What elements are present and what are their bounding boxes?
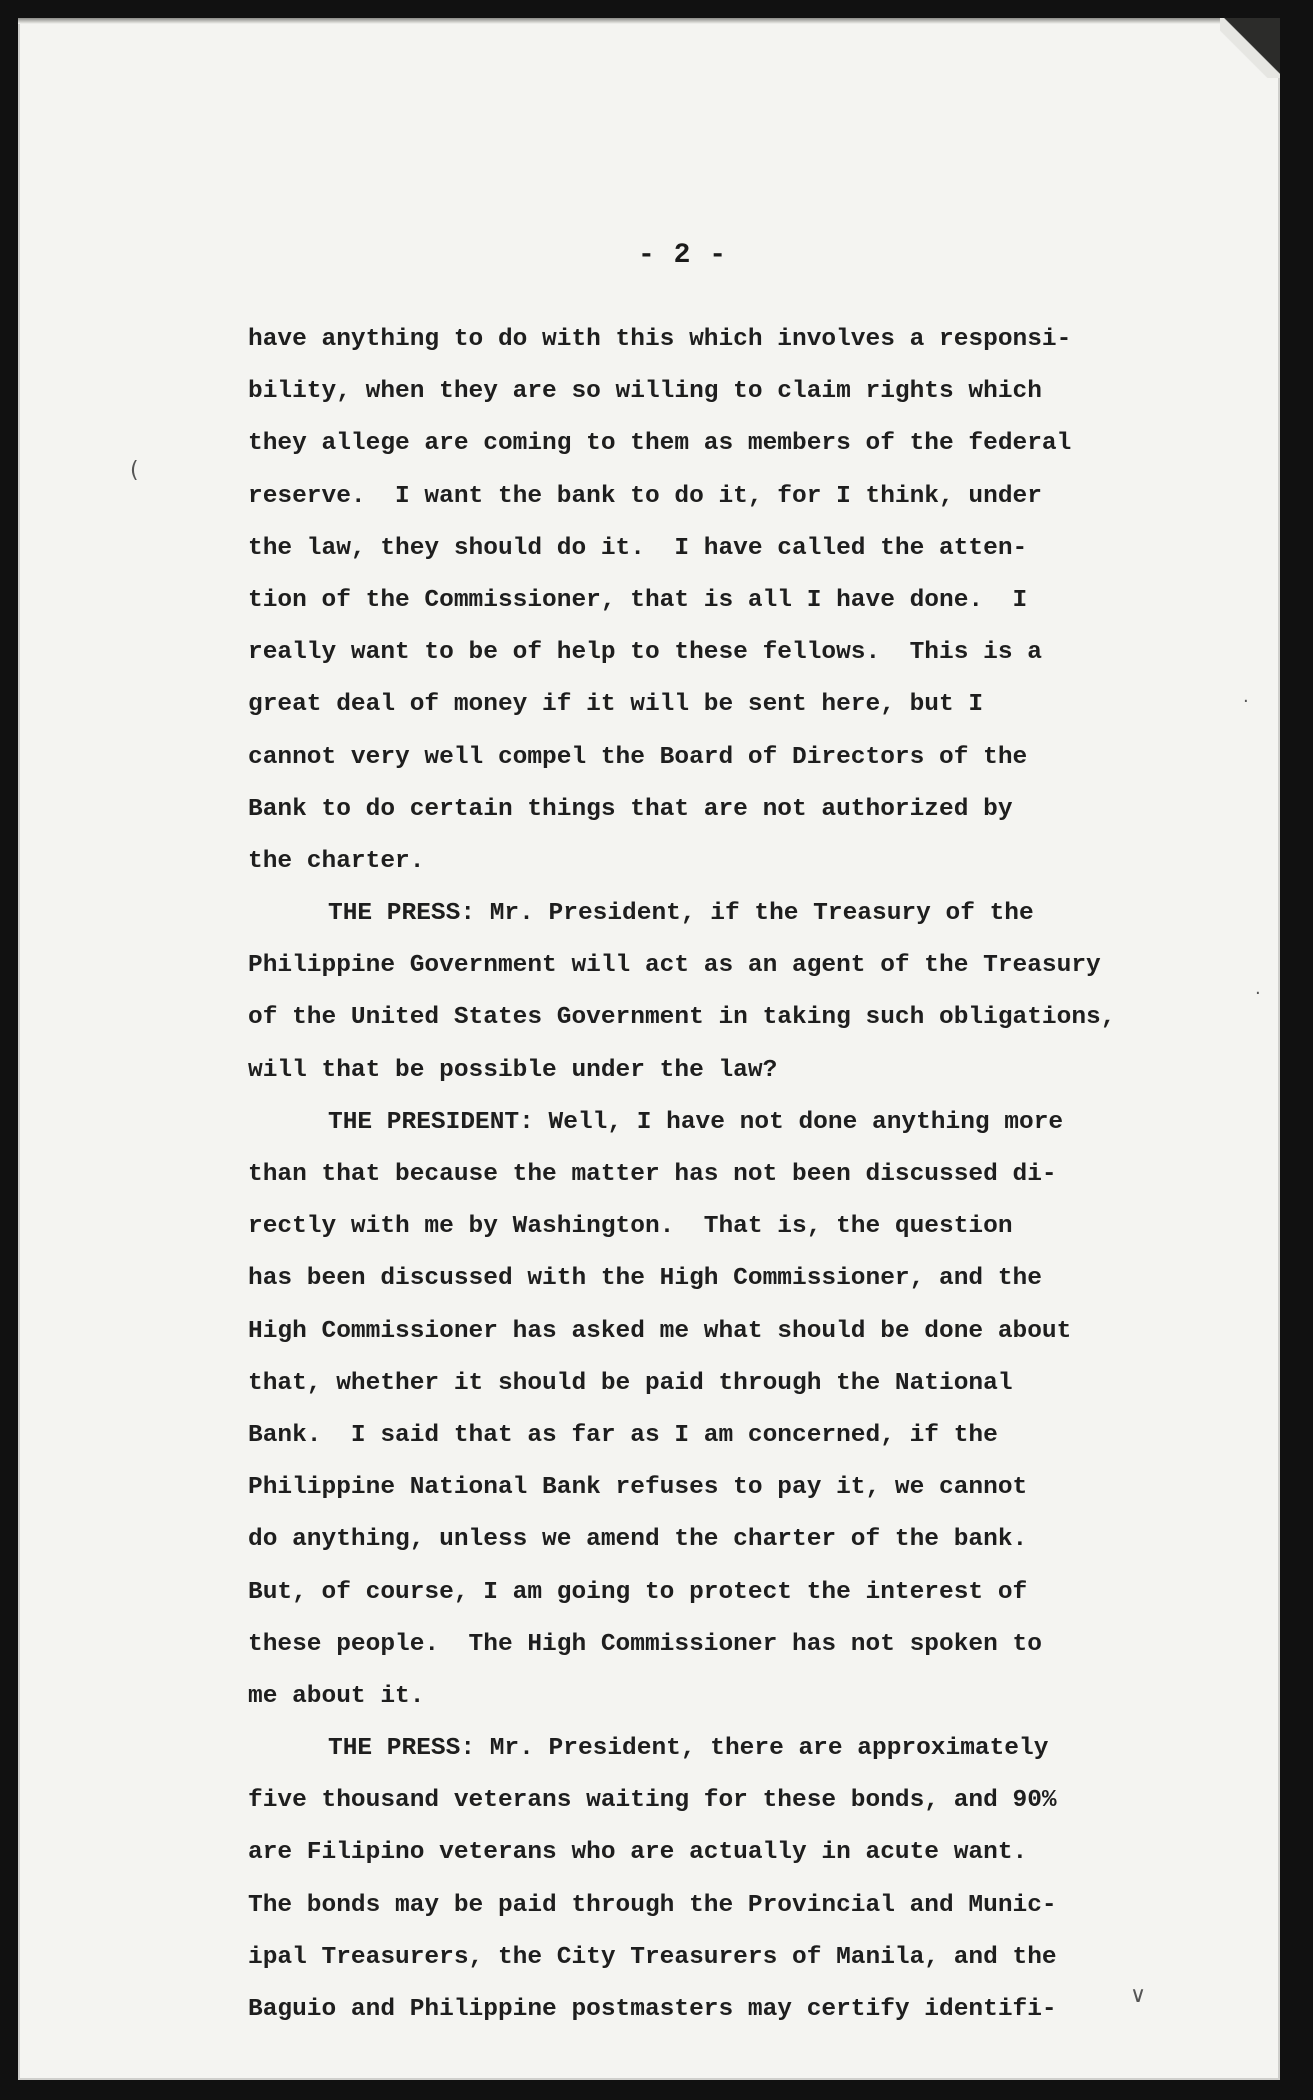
text-line: are Filipino veterans who are actually in acute want.	[248, 1839, 1028, 1867]
text-line: that, whether it should be paid through the National	[248, 1369, 1013, 1397]
text-line: five thousand veterans waiting for these bonds, and 90%	[248, 1787, 1057, 1815]
document-page	[18, 18, 1280, 2080]
text-line: tion of the Commissioner, that is all I have done. I	[248, 586, 1028, 614]
page-number: - 2 -	[638, 240, 728, 271]
text-line: rectly with me by Washington. That is, the question	[248, 1213, 1013, 1241]
text-line: High Commissioner has asked me what should be done about	[248, 1317, 1072, 1345]
text-line: great deal of money if it will be sent here, but I	[248, 691, 984, 719]
text-line: of the United States Government in taking such obligations,	[248, 1004, 1116, 1032]
text-line: these people. The High Commissioner has not spoken to	[248, 1630, 1042, 1658]
speaker-paragraph-start: THE PRESIDENT: Well, I have not done anything more	[328, 1108, 1064, 1136]
text-line: really want to be of help to these fellows. This is a	[248, 639, 1042, 667]
text-line: have anything to do with this which involves a responsi-	[248, 326, 1072, 353]
text-line: Bank. I said that as far as I am concerned, if the	[248, 1421, 998, 1449]
text-line: ipal Treasurers, the City Treasurers of Manila, and the	[248, 1943, 1057, 1971]
text-line: reserve. I want the bank to do it, for I think, under	[248, 482, 1042, 510]
transcript-body	[248, 314, 1248, 2036]
text-line: cannot very well compel the Board of Directors of the	[248, 743, 1028, 771]
text-line: will that be possible under the law?	[248, 1056, 778, 1084]
margin-speck: .	[1243, 686, 1249, 707]
text-line: Philippine Government will act as an agent of the Treasury	[248, 952, 1101, 980]
text-line: bility, when they are so willing to claim rights which	[248, 378, 1042, 406]
margin-speck: .	[1255, 978, 1261, 999]
text-line: the law, they should do it. I have called the atten-	[248, 534, 1028, 562]
speaker-paragraph-start: THE PRESS: Mr. President, if the Treasury of the	[328, 900, 1034, 928]
text-line: The bonds may be paid through the Provincial and Munic-	[248, 1891, 1057, 1919]
text-line: they allege are coming to them as members of the federal	[248, 430, 1072, 458]
margin-speck: ∨	[1130, 1983, 1147, 2008]
folded-corner	[1220, 18, 1280, 78]
text-line: me about it.	[248, 1682, 425, 1710]
speaker-paragraph-start: THE PRESS: Mr. President, there are approximately	[328, 1735, 1049, 1763]
text-line: Philippine National Bank refuses to pay it, we cannot	[248, 1474, 1028, 1502]
text-line: do anything, unless we amend the charter of the bank.	[248, 1526, 1028, 1554]
text-line: But, of course, I am going to protect the interest of	[248, 1578, 1028, 1606]
text-line: the charter.	[248, 847, 425, 875]
text-line: Baguio and Philippine postmasters may certify identifi-	[248, 1996, 1057, 2023]
text-line: has been discussed with the High Commissioner, and the	[248, 1265, 1042, 1293]
text-line: Bank to do certain things that are not authorized by	[248, 795, 1013, 823]
text-line: than that because the matter has not been discussed di-	[248, 1161, 1057, 1188]
margin-speck: (	[130, 458, 139, 483]
